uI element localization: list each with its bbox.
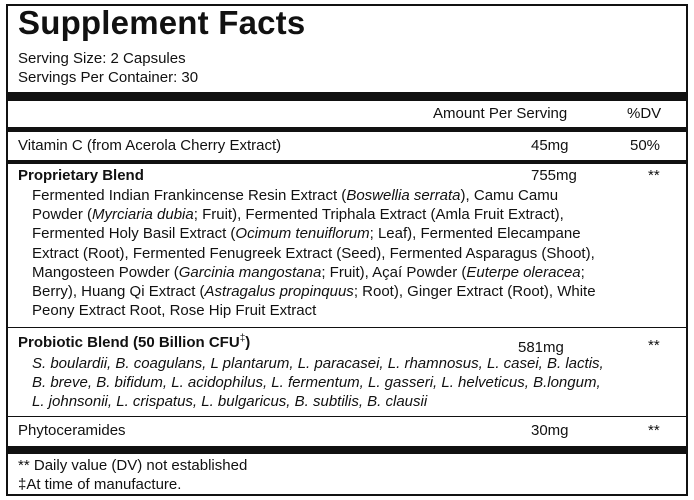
proprietary-blend-amount: 755mg (531, 167, 577, 184)
ingredient-text: Mangosteen Powder ( (32, 263, 179, 281)
dv-header: %DV (627, 105, 662, 122)
thick-divider (8, 92, 686, 101)
vitamin-c-name: Vitamin C (from Acerola Cherry Extract) (18, 137, 282, 154)
botanical-name: Astragalus propinquus (204, 283, 354, 301)
botanical-name: Boswellia serrata (346, 187, 461, 204)
proprietary-ingredients (32, 186, 672, 320)
phytoceramides-name: Phytoceramides (18, 422, 126, 439)
botanical-name: Ocimum tenuiflorum (235, 225, 370, 243)
ingredient-text: Fermented Indian Frankincense Resin Extract ( (32, 187, 347, 204)
ingredient-text: ), Camu Camu (460, 187, 559, 204)
probiotic-line: B. breve, B. bifidum, L. acidophilus, L. fermentum, L. gasseri, L. helveticus, B.longum, (32, 374, 601, 392)
ingredient-text: Peony Extract Root, Rose Hip Fruit Extract (32, 302, 317, 320)
ingredient-line (32, 244, 672, 263)
ingredient-text: Powder ( (32, 206, 93, 224)
ingredient-text: Berry), Huang Qi Extract ( (32, 283, 205, 301)
ingredient-text: ; Fruit), Fermented Triphala Extract (Amla Fruit Extract), (193, 206, 564, 224)
amount-header: Amount Per Serving (433, 105, 568, 122)
vitamin-c-amount: 45mg (531, 137, 569, 154)
ingredient-text: ; Leaf), Fermented Elecampane (369, 225, 581, 243)
supplement-facts-panel (6, 4, 688, 496)
ingredient-line (32, 186, 672, 205)
ingredient-text: Fermented Holy Basil Extract ( (32, 225, 236, 243)
header-divider (8, 127, 686, 132)
botanical-name: Euterpe oleracea (466, 263, 581, 281)
footnote-dv: ** Daily value (DV) not established (18, 457, 248, 474)
row-divider (8, 416, 686, 417)
serving-size: Serving Size: 2 Capsules (18, 50, 186, 67)
vitamin-c-dv: 50% (630, 137, 661, 154)
ingredient-text: ; Fruit), Açaí Powder ( (321, 263, 467, 281)
ingredient-text: Extract (Root), Fermented Fenugreek Extract (Seed), Fermented Asparagus (Shoot), (32, 244, 595, 262)
ingredient-line (32, 224, 672, 243)
ingredient-line (32, 301, 672, 320)
footnote-manufacture: ‡At time of manufacture. (18, 476, 182, 493)
ingredient-line (32, 282, 672, 301)
section-divider (8, 160, 686, 164)
ingredient-line (32, 263, 672, 282)
probiotic-ingredients (32, 354, 672, 412)
botanical-name: Garcinia mangostana (178, 263, 322, 281)
ingredient-text: ; (580, 263, 585, 281)
probiotic-blend-name: Probiotic Blend (50 Billion CFU‡) (18, 333, 251, 351)
probiotic-blend-dv: ** (648, 337, 660, 354)
bottom-divider (8, 446, 686, 454)
phytoceramides-amount: 30mg (531, 422, 569, 439)
ingredient-text: ; Root), Ginger Extract (Root), White (353, 283, 596, 301)
probiotic-line: L. johnsonii, L. crispatus, L. bulgaricus, B. subtilis, B. clausii (32, 393, 428, 411)
phytoceramides-dv: ** (648, 422, 660, 439)
panel-title: Supplement Facts (18, 4, 306, 41)
servings-per-container: Servings Per Container: 30 (18, 69, 199, 86)
row-divider (8, 327, 686, 328)
probiotic-line: S. boulardii, B. coagulans, L plantarum, L. paracasei, L. rhamnosus, L. casei, B. lactis, (32, 355, 604, 372)
proprietary-blend-name: Proprietary Blend (18, 167, 144, 184)
probiotic-blend-amount: 581mg (518, 339, 564, 356)
dagger-mark: ‡ (239, 333, 246, 344)
botanical-name: Myrciaria dubia (92, 206, 194, 224)
proprietary-blend-dv: ** (648, 167, 660, 184)
ingredient-line (32, 205, 672, 224)
